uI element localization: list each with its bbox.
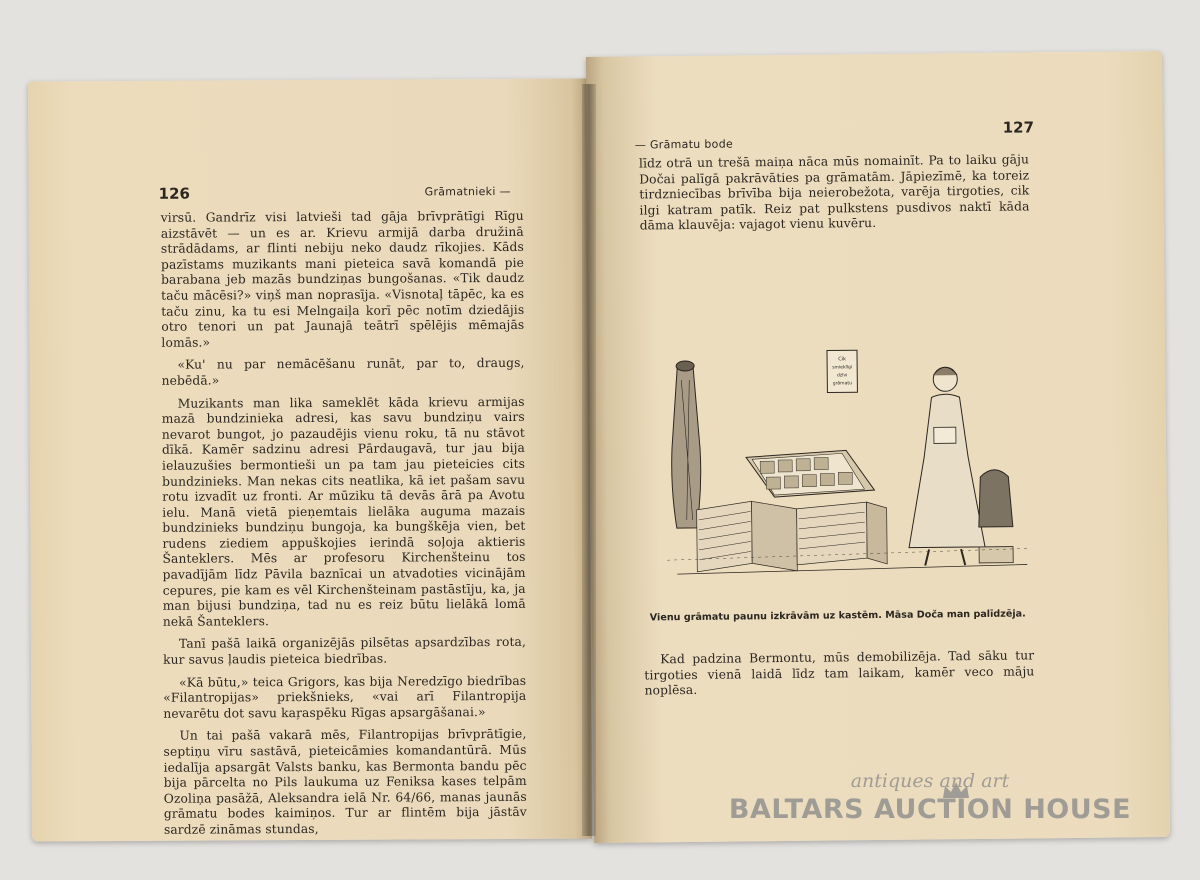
sign-line: smieklīgi (832, 365, 853, 371)
right-page-top-text (639, 152, 1030, 241)
right-page-number: 127 (1002, 118, 1035, 137)
left-page-text (161, 209, 527, 845)
right-page-bottom-text (644, 648, 1035, 706)
paragraph: līdz otrā un trešā maiņa nāca mūs nomainīt. Pa to laiku gāju Dočai palīgā pakrāvāties pa grāmatām. Jāpiezīmē, ka toreiz tirdzniecības brīvība bija neierobežota, varēja tirgoties, cik ilgi katram patīk. Reiz pat pulkstens pusdivos naktī kāda dāma klauvēja: vajagot vienu kuvēru. (638, 152, 1030, 233)
right-page (586, 51, 1170, 843)
open-book (24, 44, 1166, 844)
book-gutter (582, 84, 596, 836)
sign-line: dzīvi (837, 373, 848, 379)
sign-line: Cik (838, 356, 847, 363)
paragraph: Muzikants man lika sameklēt kāda krievu armijas mazā bundzinieka adresi, kas savu bundziņu vairs nevarot bungot, jo pazaudējis vienu roku, tā nu stāvot dīkā. Kamēr sadzinu adresi Pārdaugavā, tur jau bija ielauzušies bermontieši un pa tam jau pieteicies cits bundzinieks. Man nekas cits neatlika, kā iet pašam savu rotu izvadīt uz fronti. Ar mūziku tā devās ārā pa Avotu ielu. Manā vietā pieņemtais lielāka auguma mazais bundzinieks bundziņu bungoja, ka bungškēja vien, bet rudens ziediem appuškojies ierindā soļoja aktieris Šanteklers. Mēs ar profesoru Kirchenšteinu tos pavadījām līdz Pāvila baznīcai un atvadoties vicinājām cepures, pie kam es vēl Kirchenšteinam pastāstīju, ka, ja man bijusi bundziņa, tad nu es reiz būtu lielākā lomā nekā Šanteklers. (161, 394, 526, 629)
watermark-tagline: antiques and art (850, 770, 1010, 792)
left-running-head: Grāmatnieki — (424, 184, 511, 199)
paragraph: Tanī pašā laikā organizējās pilsētas apsardzības rota, kur savus ļaudis pieteica biedrības. (163, 635, 526, 667)
left-page-number: 126 (158, 184, 190, 203)
paragraph: «Kā būtu,» teica Grigors, kas bija Neredzīgo biedrības «Filantropijas» priekšnieks, «vai arī Filantropija nevarētu dot savu kaŗaspēku Rīgas apsargāšanai.» (163, 673, 527, 721)
paragraph: «Ku' nu par nemācēšanu runāt, par to, draugs, nebēdā.» (161, 356, 525, 388)
watermark-name: BALTARS AUCTION HOUSE (728, 794, 1132, 825)
right-running-head: — Grāmatu bode (634, 137, 734, 152)
sign-line: grāmatu (832, 381, 852, 387)
bookshop-illustration (655, 316, 1048, 600)
paragraph: Un tai pašā vakarā mēs, Filantropijas brīvprātīgie, septiņu vīru sastāvā, pieteicāmies komandantūrā. Mūs iedalīja apsargāt Valsts banku, kas Bermonta bandu pēc bija pārcelta no Pils laukuma uz Feniksa kases telpām Ozoliņa pasāžā, Aleksandra ielā Nr. 64/66, manas jaunās grāmatu bodes kaimiņos. Tur ar flintēm bija jāstāv sardzē zināmas stundas, (163, 727, 527, 837)
illustration-caption: Vienu grāmatu paunu izkrāvām uz kastēm. Māsa Doča man palīdzēja. (649, 608, 1026, 624)
paragraph: virsū. Gandrīz visi latvieši tad gāja brīvprātīgi Rīgu aizstāvēt — un es ar. Krievu armijā darba družinā strādādams, ar flinti nebiju neko daudz rīkojies. Kāds pazīstams muzikants mani pieteica savā komandā pie barabana jeb mazās bundziņas bungošanas. «Tik daudz taču mācēsi?» viņš man noprasīja. «Visnotaļ tāpēc, ka es taču zinu, ka tu esi Melngaiļa korī pēc notīm dziedājis otro tenori un pat Jaunajā teātrī spēlējis mēmajās lomās.» (160, 208, 525, 350)
left-page (28, 79, 592, 842)
paragraph: Kad padzina Bermontu, mūs demobilizēja. Tad sāku tur tirgoties vienā laidā līdz tam laikam, kamēr veco māju noplēsa. (644, 648, 1035, 698)
auction-watermark (720, 770, 1140, 850)
